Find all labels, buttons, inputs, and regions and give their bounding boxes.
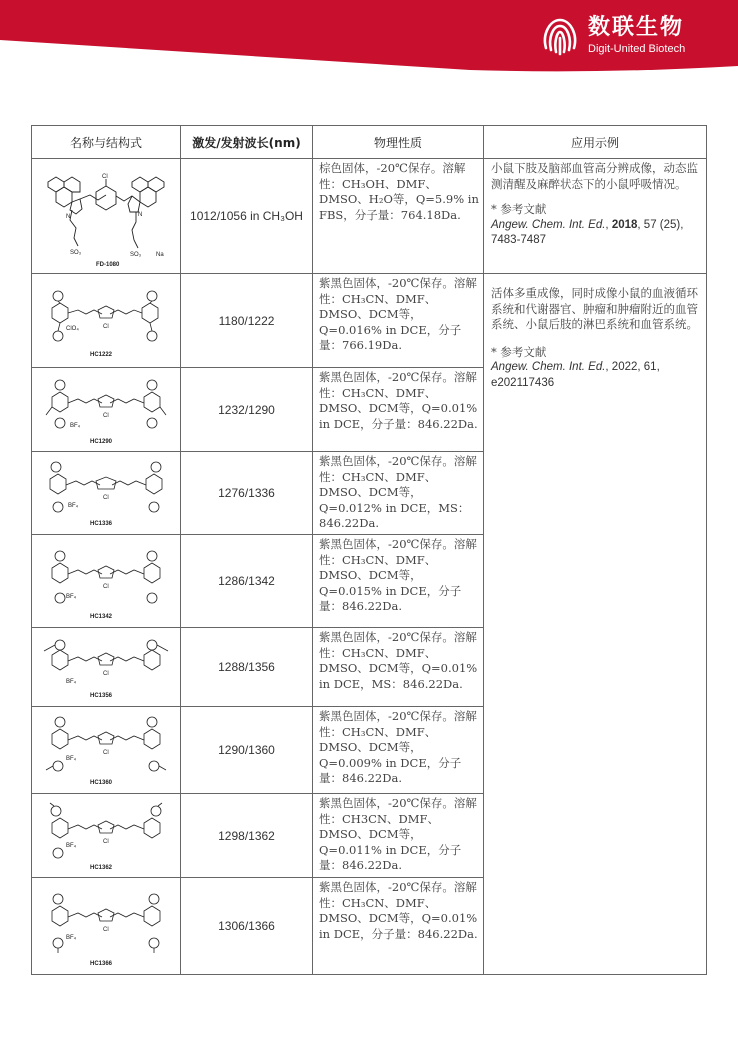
- properties-cell: 紫黑色固体，-20℃保存。溶解性：CH₃CN、DMF、DMSO、DCM等，Q=0.012% in DCE，MS：846.22Da.: [313, 452, 484, 535]
- structure-fd1080: [36, 162, 176, 270]
- atom-counterion: ClO₄: [66, 325, 79, 332]
- wavelength-cell: 1298/1362: [181, 794, 313, 878]
- structure-label: HC1360: [90, 780, 113, 786]
- atom-cl: Cl: [103, 750, 109, 756]
- atom-cl: Cl: [103, 584, 109, 590]
- reference-heading: * 参考文献: [491, 202, 547, 216]
- header-properties: 物理性质: [313, 126, 484, 159]
- properties-cell: 紫黑色固体，-20℃保存。溶解性：CH₃CN、DMF、DMSO、DCM等，Q=0.015% in DCE，分子量：846.22Da.: [313, 535, 484, 628]
- structure-cell: [32, 878, 181, 975]
- properties-cell: 紫黑色固体，-20℃保存。溶解性：CH₃CN、DMF、DMSO、DCM等，Q=0.01% in DCE，MS：846.22Da.: [313, 628, 484, 707]
- structure-cell: [32, 274, 181, 368]
- brand-logo-icon: [540, 14, 580, 58]
- structure-label: HC1342: [90, 614, 113, 620]
- structure-hc1222: [36, 278, 176, 364]
- wavelength-cell: 1232/1290: [181, 368, 313, 452]
- atom-n: N: [138, 212, 143, 218]
- properties-cell: 紫黑色固体，-20℃保存。溶解性：CH₃CN、DMF、DMSO、DCM等，Q=0.01% in DCE，分子量：846.22Da.: [313, 878, 484, 975]
- atom-n: N: [66, 214, 71, 220]
- brand: [540, 8, 685, 64]
- table-header-row: [32, 126, 707, 159]
- atom-counterion: BF₄: [66, 756, 77, 762]
- atom-na: Na: [156, 252, 164, 258]
- application-cell: [484, 274, 707, 975]
- wavelength-cell: 1276/1336: [181, 452, 313, 535]
- atom-counterion: BF₄: [68, 503, 79, 509]
- application-text: 小鼠下肢及脑部血管高分辨成像，动态监测清醒及麻醉状态下的小鼠呼吸情况。: [491, 161, 698, 191]
- wavelength-cell: 1012/1056 in CH₃OH: [181, 159, 313, 274]
- structure-cell: [32, 452, 181, 535]
- dye-table: [31, 125, 707, 975]
- wavelength-cell: 1180/1222: [181, 274, 313, 368]
- atom-cl: Cl: [102, 174, 108, 180]
- structure-label: HC1366: [90, 961, 113, 967]
- application-cell: [484, 159, 707, 274]
- properties-cell: 棕色固体，-20℃保存。溶解性：CH₃OH、DMF、DMSO、H₂O等，Q=5.9% in FBS，分子量：764.18Da.: [313, 159, 484, 274]
- structure-label: HC1290: [90, 438, 113, 445]
- reference-citation: Angew. Chem. Int. Ed., 2018, 57 (25), 7483-7487: [491, 218, 684, 246]
- wavelength-cell: 1286/1342: [181, 535, 313, 628]
- atom-cl: Cl: [103, 927, 109, 933]
- table-row: [32, 159, 707, 274]
- structure-cell: [32, 159, 181, 274]
- structure-cell: [32, 535, 181, 628]
- atom-counterion: BF₄: [70, 422, 81, 429]
- reference-citation: Angew. Chem. Int. Ed., 2022, 61, e202117436: [491, 361, 660, 389]
- application-text: 活体多重成像，同时成像小鼠的血液循环系统和代谢器官、肿瘤和肿瘤附近的血管系统、小鼠后肢的淋巴系统和血管系统。: [491, 286, 698, 331]
- atom-cl: Cl: [103, 323, 109, 330]
- properties-cell: 紫黑色固体，-20℃保存。溶解性：CH₃CN、DMF、DMSO、DCM等，Q=0.016% in DCE，分子量：766.19Da.: [313, 274, 484, 368]
- brand-name-en: Digit-United Biotech: [588, 43, 686, 55]
- atom-counterion: BF₄: [66, 594, 77, 600]
- properties-cell: 紫黑色固体，-20℃保存。溶解性：CH₃CN、DMF、DMSO、DCM等，Q=0.01% in DCE，分子量：846.22Da.: [313, 368, 484, 452]
- atom-so3: SO₃: [70, 250, 82, 256]
- structure-cell: [32, 794, 181, 878]
- atom-counterion: BF₄: [66, 679, 77, 685]
- structure-label: HC1336: [90, 521, 113, 527]
- brand-name-cn: 数联生物: [588, 15, 685, 40]
- structure-label: HC1222: [90, 351, 113, 358]
- header-application: 应用示例: [484, 126, 707, 159]
- atom-cl: Cl: [103, 838, 109, 845]
- structure-cell: [32, 707, 181, 794]
- structure-hc1342: [36, 538, 176, 624]
- structure-label: HC1362: [90, 864, 113, 871]
- page-header: [0, 0, 738, 76]
- properties-cell: 紫黑色固体，-20℃保存。溶解性：CH3CN、DMF、DMSO、DCM等，Q=0.011% in DCE，分子量：846.22Da.: [313, 794, 484, 878]
- wavelength-cell: 1288/1356: [181, 628, 313, 707]
- atom-cl: Cl: [103, 671, 109, 677]
- header-wavelength: 激发/发射波长(nm): [181, 126, 313, 159]
- structure-hc1290: [36, 371, 176, 449]
- structure-cell: [32, 628, 181, 707]
- atom-so3: SO₃: [130, 252, 142, 258]
- structure-label: HC1356: [90, 693, 113, 699]
- header-name: 名称与结构式: [32, 126, 181, 159]
- atom-cl: Cl: [103, 412, 109, 419]
- structure-hc1360: [36, 710, 176, 790]
- structure-hc1362: [36, 797, 176, 875]
- atom-counterion: BF₄: [66, 935, 77, 941]
- wavelength-cell: 1306/1366: [181, 878, 313, 975]
- wavelength-cell: 1290/1360: [181, 707, 313, 794]
- atom-cl: Cl: [103, 495, 109, 501]
- structure-hc1356: [36, 631, 176, 703]
- structure-hc1336: [36, 455, 176, 531]
- table-row: [32, 274, 707, 368]
- atom-counterion: BF₄: [66, 842, 77, 849]
- reference-heading: * 参考文献: [491, 344, 547, 359]
- structure-cell: [32, 368, 181, 452]
- structure-label: FD-1080: [96, 262, 120, 268]
- structure-hc1366: [36, 881, 176, 971]
- properties-cell: 紫黑色固体，-20℃保存。溶解性：CH₃CN、DMF、DMSO、DCM等，Q=0.009% in DCE，分子量：846.22Da.: [313, 707, 484, 794]
